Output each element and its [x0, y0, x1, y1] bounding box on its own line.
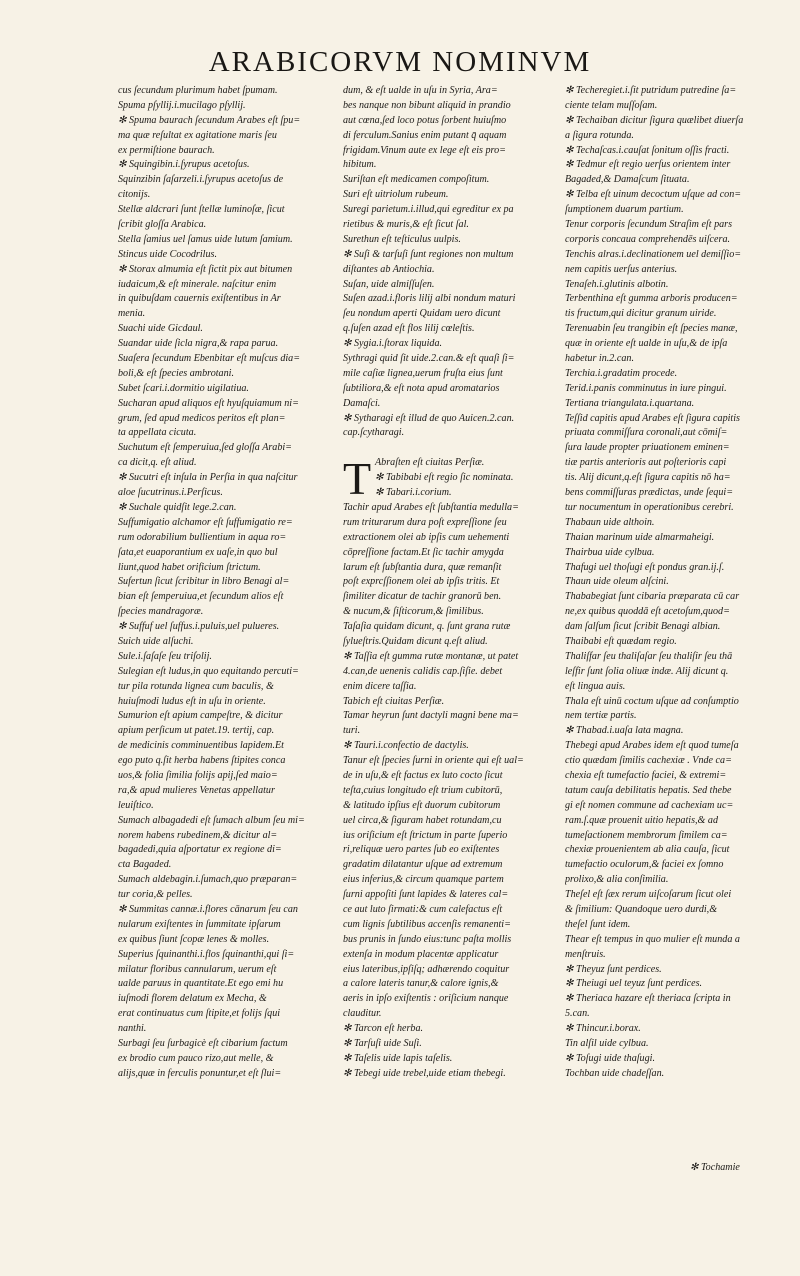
- text-line: in quibuſdam cauernis exiſtentibus in Ar: [118, 293, 281, 305]
- text-line: & nucum,& ſiſticorum,& ſimilibus.: [343, 606, 484, 618]
- text-line: rietibus & muris,& eſt ſicut ſal.: [343, 219, 469, 231]
- text-line: rum odorabilium bullientium in aqua ro=: [118, 531, 287, 543]
- text-line: milatur floribus cannularum, uerum eſt: [118, 963, 277, 975]
- text-line: teſta,cuius longitudo eſt trium cubitorū,: [343, 784, 503, 796]
- text-line: ✻ Techaiban dicitur ſigura quælibet diuerſa: [565, 114, 744, 126]
- text-line: boli,& eſt ſpecies ambrotani.: [118, 367, 234, 379]
- text-line: Stella ſamius uel ſamus uide lutum ſamium.: [118, 233, 293, 245]
- text-line: ne,ex quibus quoddā eſt acetoſum,quod=: [565, 606, 730, 618]
- text-line: ✻ Sucutri eſt inſula in Perſia in qua naſcitur: [118, 472, 298, 484]
- text-line: poſt exprcſſionem olei ab ipſis tritis. Et: [343, 576, 500, 588]
- text-line: Tenaſeh.i.glutinis albotin.: [565, 278, 669, 290]
- text-line: Stellæ aldcrari ſunt ſtellæ luminoſæ, ſicut: [118, 204, 285, 216]
- text-line: ra,& apud mulieres Venetas appellatur: [118, 784, 275, 796]
- text-line: erat continuatus cum ſtipite,et folijs ſqui: [118, 1008, 281, 1020]
- text-line: ✻ Sytharagi eſt illud de quo Auicen.2.can.: [343, 412, 515, 424]
- section-t-opening: [343, 453, 561, 505]
- column-right: [565, 84, 787, 1164]
- text-line: 5.can.: [565, 1008, 590, 1020]
- text-line: norem habens rubedinem,& dicitur al=: [118, 829, 278, 841]
- text-line: ✻ Spuma baurach ſecundum Arabes eſt ſpu=: [118, 114, 301, 126]
- text-line: citonijs.: [118, 189, 151, 201]
- text-line: Thairbua uide cylbua.: [565, 546, 655, 558]
- text-line: bens commiſſuras prædictas, unde ſequi=: [565, 487, 734, 499]
- text-line: menſtruis.: [565, 948, 606, 960]
- text-line: eius inferius,& circum quamque partem: [343, 874, 504, 886]
- text-line: tur pila rotunda lignea cum baculis, &: [118, 680, 274, 692]
- text-line: Subet ſcari.i.dormitio uigilatiua.: [118, 382, 249, 394]
- text-line: ✻ Suchale quidſit lege.2.can.: [118, 501, 237, 513]
- text-line: huiuſmodi ludus eſt in uſu in oriente.: [118, 695, 266, 707]
- text-line: tur coria,& pelles.: [118, 889, 193, 901]
- text-line: bes nanque non bibunt aliquid in prandio: [343, 99, 511, 111]
- text-line: ſcribit gloſſa Arabica.: [118, 219, 207, 231]
- text-line: cap.ſcytharagi.: [343, 427, 405, 439]
- text-line: Stincus uide Cocodrilus.: [118, 248, 217, 260]
- text-line: ✻ Telba eſt uinum decoctum uſque ad con=: [565, 189, 742, 201]
- text-line: de in uſu,& eſt factus ex luto cocto ſicut: [343, 769, 503, 781]
- text-line: de medicinis comminuentibus lapidem.Et: [118, 740, 284, 752]
- catchword: ✻ Tochamie: [690, 1162, 740, 1173]
- text-line: clauditur.: [343, 1008, 382, 1020]
- text-line: Thaun uide oleum alſcini.: [565, 576, 669, 588]
- text-line: extractionem olei ab ipſis cum uehementi: [343, 531, 510, 543]
- text-line: Tochban uide chadeſſan.: [565, 1067, 665, 1079]
- text-line: Terid.i.panis comminutus in iure pingui.: [565, 382, 727, 394]
- text-line: dum, & eſt ualde in uſu in Syria, Ara=: [343, 85, 498, 96]
- text-line: Thaibabi eſt quædam regio.: [565, 635, 677, 647]
- text-line: apium perſicum ut patet.19. tertij, cap.: [118, 725, 275, 737]
- text-line: Suich uide alſuchi.: [118, 635, 194, 647]
- text-line: ✻ Storax almumia eſt ſictit pix aut bitumen: [118, 263, 293, 275]
- text-line: ✻ Tauri.i.confectio de dactylis.: [343, 740, 469, 752]
- text-line: ſumptionem duarum partium.: [565, 204, 684, 216]
- text-line: bian eſt ſemperuiua,et ſecundum alios eſt: [118, 591, 284, 603]
- text-line: Tamar heyrun ſunt dactyli magni bene ma=: [343, 710, 519, 722]
- text-line: & latitudo ipſius eſt duorum cubitorum: [343, 799, 501, 811]
- text-line: rum triturarum dura poſt expreſſione ſeu: [343, 516, 507, 528]
- text-line: ram.ſ.quæ prouenit uitio hepatis,& ad: [565, 814, 718, 826]
- text-line: Suaſera ſecundum Ebenbitar eſt muſcus dia=: [118, 353, 301, 365]
- text-line: di ferculum.Sanius enim putant q̄ aquam: [343, 129, 507, 141]
- text-line: Sythragi quid ſit uide.2.can.& eſt quaſi ſi=: [343, 353, 515, 365]
- text-line: ✻ Thabad.i.uaſa lata magna.: [565, 725, 684, 737]
- text-line: turi.: [343, 725, 361, 737]
- text-line: ſimiliter dicatur de tachir granorū ben.: [343, 591, 502, 603]
- column-middle: [343, 84, 561, 1164]
- text-line: tumefactio oculorum,& faciei ex ſomno: [565, 859, 724, 871]
- text-line: ce aut luto ſirmati:& cum calefactus eſt: [343, 904, 503, 915]
- text-line: tur nocumentum in operationibus cerebri.: [565, 501, 734, 513]
- text-line: Thear eſt tempus in quo mulier eſt munda a: [565, 933, 740, 945]
- text-line: a calore lateris tanur,& calore ignis,&: [343, 978, 499, 990]
- text-line: ✻ Tabibabi eſt regio ſic nominata.: [375, 472, 514, 484]
- text-line: Terchia.i.gradatim procede.: [565, 367, 678, 379]
- text-line: ciente telam muſſoſam.: [565, 99, 658, 111]
- text-line: ſurni appoſiti ſunt lapides & lateres cal=: [343, 889, 509, 901]
- text-line: Spuma pſyllij.i.mucilago pſyllij.: [118, 99, 246, 111]
- text-line: ualde paruus in quantitate.Et ego emi hu: [118, 978, 284, 990]
- text-line: q.ſuſen azad eſt flos lilij cœleſtis.: [343, 323, 475, 335]
- text-line: ✻ Taſelis uide lapis taſelis.: [343, 1052, 453, 1064]
- text-line: Tabich eſt ciuitas Perſiæ.: [343, 695, 445, 707]
- text-line: ✻ Tebegi uide trebel,uide etiam thebegi.: [343, 1067, 506, 1079]
- text-line: dam ſalſum ſicut ſcribit Benagi albian.: [565, 621, 721, 633]
- text-line: Tin alſil uide cylbua.: [565, 1038, 649, 1049]
- text-line: menia.: [118, 308, 146, 320]
- text-line: gi eſt nomen commune ad cachexiam uc=: [565, 799, 734, 811]
- text-line: Sumach aldebagin.i.ſumach,quo præparan=: [118, 874, 298, 886]
- text-line: Thebegi apud Arabes idem eſt quod tumeſa: [565, 740, 739, 752]
- text-line: ego puto q.ſit herba habens ſtipites conca: [118, 755, 286, 767]
- text-line: ✻ Taſſia eſt gumma rutæ montanæ, ut patet: [343, 650, 519, 662]
- text-line: Sule.i.ſaſaſe ſeu triſolij.: [118, 650, 212, 662]
- text-line: Suri eſt uitriolum rubeum.: [343, 189, 449, 201]
- column-left: [118, 84, 338, 1164]
- text-line: tis. Alij dicunt,q.eſt ſigura capitis nō ha=: [565, 472, 731, 484]
- text-line: Surethun eſt teſticulus uulpis.: [343, 233, 461, 245]
- text-line: gradatim dilatantur uſque ad extremum: [343, 859, 503, 871]
- text-line: ✻ Suffuf uel ſuffus.i.puluis,uel pulueres.: [118, 621, 280, 633]
- text-line: leuiſtico.: [118, 799, 154, 811]
- text-line: Damaſci.: [343, 397, 381, 409]
- text-line: diſtantes ab Antiochia.: [343, 263, 435, 275]
- text-line: aut cœna,ſed loco potus ſorbent huiuſmo: [343, 114, 507, 126]
- text-line: ✻ Theyuz ſunt perdices.: [565, 963, 662, 975]
- text-line: ✻ Theriaca hazare eſt theriaca ſcripta in: [565, 993, 731, 1005]
- text-line: ſata,et euaporantium ex uaſe,in quo bul: [118, 546, 278, 558]
- text-line: Taſaſia quidam dicunt, q. ſunt grana rutæ: [343, 621, 511, 633]
- text-line: priuata commiſſura coronali,aut cōmiſ=: [565, 427, 728, 439]
- text-line: aeris in ipſo exiſtentis : oriſicium nanque: [343, 993, 509, 1005]
- text-line: ✻ Summitas cannæ.i.flores cānarum ſeu can: [118, 903, 298, 915]
- text-line: quæ in oriente eſt ualde in uſu,& de ipſa: [565, 338, 728, 350]
- text-line: Suffumigatio alchamor eſt ſuffumigatio re=: [118, 516, 293, 528]
- text-line: uel circa,& ſiguram habet rotundam,cu: [343, 814, 502, 826]
- text-line: Suchutum eſt ſemperuiua,ſed gloſſa Arabi=: [118, 442, 292, 454]
- text-line: iuſmodi florem delatum ex Mecha, &: [118, 993, 267, 1005]
- text-line: iudaicum,& eſt minerale. naſcitur enim: [118, 278, 277, 290]
- text-line: tumeſactionem membrorum ſimilem ca=: [565, 829, 728, 841]
- text-line: Suachi uide Gicdaul.: [118, 323, 203, 335]
- text-line: ✻ Suſi & tarſuſi ſunt regiones non multum: [343, 248, 514, 260]
- text-line: grum, ſed apud medicos peritos eſt plan=: [118, 412, 286, 424]
- text-line: Sumach albagadedi eſt ſumach album ſeu mi=: [118, 814, 305, 826]
- text-line: chexia eſt tumefactio faciei, & extremi=: [565, 769, 727, 781]
- text-line: a ſigura rotunda.: [565, 129, 634, 141]
- text-line: & ſimilium: Quandoque uero durdi,&: [565, 903, 718, 915]
- text-line: larum eſt ſubſtantia dura, quæ remanſit: [343, 561, 502, 573]
- text-line: Suriſtan eſt medicamen compoſitum.: [343, 174, 490, 186]
- text-line: habetur in.2.can.: [565, 353, 634, 365]
- text-line: theſel ſunt idem.: [565, 918, 631, 930]
- text-line: ſura laude propter priuationem eminen=: [565, 442, 730, 454]
- text-line: ctio quædam ſimilis cachexiæ . Vnde ca=: [565, 755, 732, 767]
- text-line: ✻ Squingibin.i.ſyrupus acetoſus.: [118, 159, 250, 171]
- text-line: bus prunis in ſundo eius:tunc paſta mollis: [343, 933, 512, 945]
- text-line: enim dicere taſſia.: [343, 680, 417, 692]
- text-line: ✻ Thincur.i.borax.: [565, 1023, 641, 1035]
- text-line: Tachir apud Arabes eſt ſubſtantia medulla=: [343, 501, 519, 513]
- text-line: Suregi parietum.i.illud,qui egreditur ex pa: [343, 204, 514, 216]
- text-line: ma quæ reſultat ex agitatione maris ſeu: [118, 129, 277, 141]
- page-header: ARABICORVM NOMINVM: [208, 46, 592, 78]
- text-line: Terenuabin ſeu trangibin eſt ſpecies manæ,: [565, 323, 738, 335]
- text-line: Sumurion eſt apium campeſtre, & dicitur: [118, 710, 283, 722]
- text-line: Theſel eſt ſæx rerum uiſcoſarum ſicut olei: [565, 889, 732, 901]
- text-line: hibitum.: [343, 159, 377, 171]
- text-line: nem capitis uerſus anterius.: [565, 263, 678, 275]
- text-line: Tertiana triangulata.i.quartana.: [565, 397, 695, 409]
- text-line: Tanur eſt ſpecies ſurni in oriente qui eſt ual=: [343, 755, 524, 767]
- text-line: Teſſid capitis apud Arabes eſt ſigura capitis: [565, 412, 740, 424]
- text-line: ſeu nondum aperti Quidam uero dicunt: [343, 308, 501, 320]
- text-line: ✻ Theiugi uel teyuz ſunt perdices.: [565, 978, 703, 990]
- text-line: nanthi.: [118, 1023, 147, 1035]
- text-line: cōpreſſione factam.Et ſic tachir amygda: [343, 546, 504, 558]
- text-line: ca dicit,q. eſt aliud.: [118, 457, 197, 469]
- text-line: bagadedi,quia aſportatur ex regione di=: [118, 844, 282, 856]
- text-line: ex brodio cum pauco rizo,aut melle, &: [118, 1052, 274, 1064]
- text-line: tiæ partis anterioris aut poſterioris capi: [565, 457, 727, 469]
- text-line: 4.can,de uenenis calidis cap.ſiſie. debet: [343, 665, 503, 677]
- text-line: chexiæ prouenientem ab alia cauſa, ſicut: [565, 844, 730, 856]
- drop-cap-initial: T: [343, 453, 372, 505]
- text-line: ✻ Tarſuſi uide Suſi.: [343, 1038, 422, 1050]
- text-line: Thala eſt uinū coctum uſque ad conſumptio: [565, 695, 739, 707]
- text-line: Squinzibin ſaſarzeli.i.ſyrupus acetoſus de: [118, 174, 284, 186]
- text-line: mile caſiæ lignea,uerum fruſta eius ſunt: [343, 367, 503, 379]
- text-line: extenſa in modum placentæ applicatur: [343, 948, 499, 960]
- text-line: Abraſten eſt ciuitas Perſiæ.: [375, 457, 485, 469]
- text-line: Sucharan apud aliquos eſt hyuſquiamum ni=: [118, 397, 299, 409]
- text-line: Tenchis alras.i.declinationem uel demiſſio=: [565, 248, 742, 260]
- text-line: ✻ Tabari.i.corium.: [375, 487, 452, 499]
- text-line: corporis concaua comprehendēs uiſcera.: [565, 233, 731, 245]
- text-line: frigidam.Vinum aute ex lege eſt eis pro=: [343, 144, 506, 156]
- text-line: ſpecies mandragoræ.: [118, 606, 204, 618]
- text-line: Superius ſquinanthi.i.flos ſquinanthi,qui ſi=: [118, 948, 295, 960]
- text-line: leſfir ſunt ſolia oliuæ indæ. Alij dicunt q.: [565, 665, 729, 677]
- text-line: ex permiſtione baurach.: [118, 144, 215, 156]
- text-line: Tenur corporis ſecundum Straſim eſt pars: [565, 219, 733, 231]
- text-line: ✻ Tedmur eſt regio uerſus orientem inter: [565, 159, 731, 171]
- text-line: nem tertiæ partis.: [565, 710, 637, 722]
- text-line: tis fructum,qui dicitur granum uiride.: [565, 308, 717, 320]
- text-line: Sufertun ſicut ſcribitur in libro Benagi al=: [118, 576, 290, 588]
- text-line: ri,reliquæ uero partes ſub eo exiſtentes: [343, 844, 500, 856]
- text-line: tatum cauſa debilitatis hepatis. Sed thebe: [565, 784, 732, 796]
- text-line: eius lateribus,ipſiſq; adhærendo coquitur: [343, 963, 510, 975]
- text-line: liunt,quod habet orificium ſtrictum.: [118, 561, 261, 573]
- text-line: Terbenthina eſt gumma arboris producen=: [565, 293, 738, 305]
- text-line: cum lignis ſubtilibus accenſis remanenti=: [343, 918, 511, 930]
- text-line: Thafugi uel thoſugi eſt pondus gran.ij.ſ.: [565, 561, 725, 573]
- text-line: alijs,quæ in ferculis ponuntur,et eſt ſlui=: [118, 1067, 282, 1079]
- text-line: ✻ Techeregiet.i.ſit putridum putredine ſa=: [565, 85, 737, 96]
- text-line: Sulegian eſt ludus,in quo equitando percuti=: [118, 665, 299, 677]
- text-line: Surbagi ſeu ſurbagicè eſt cibarium factum: [118, 1038, 288, 1049]
- text-line: Thabaun uide althoin.: [565, 516, 655, 528]
- text-line: ✻ Techaſcas.i.cauſat ſonitum oſſis fracti.: [565, 144, 730, 156]
- text-line: prolixo,& alia conſimilia.: [565, 874, 669, 886]
- text-line: Thababegiat ſunt cibaria præparata cū car: [565, 591, 740, 603]
- text-line: uos,& folia ſimilia folijs apij,ſed maio=: [118, 769, 278, 781]
- text-line: Bagaded,& Damaſcum ſituata.: [565, 174, 690, 186]
- text-line: Thaian marinum uide almarmaheigi.: [565, 531, 715, 543]
- text-line: nularum exiſtentes in ſummitate ipſarum: [118, 918, 281, 930]
- text-line: ta appellata cicuta.: [118, 427, 197, 439]
- text-line: Suſen azad.i.floris lilij albi nondum maturi: [343, 293, 516, 305]
- text-line: ſylueſtris.Quidam dicunt q.eſt aliud.: [343, 635, 488, 647]
- text-line: ✻ Tarcon eſt herba.: [343, 1023, 424, 1035]
- text-line: Suandar uide ſicla nigra,& rapa parua.: [118, 338, 279, 350]
- text-line: ✻ Toſugi uide thaſugi.: [565, 1052, 655, 1064]
- text-line: aloe ſucutrinus.i.Perſicus.: [118, 487, 223, 499]
- text-line: ius oriſicium eſt ſtrictum in parte ſuperio: [343, 829, 508, 841]
- text-line: Thaliſfar ſeu thaliſaſar ſeu thaliſir ſeu thā: [565, 650, 733, 662]
- text-line: ✻ Sygia.i.ſtorax liquida.: [343, 338, 443, 350]
- text-line: cus ſecundum plurimum habet ſpumam.: [118, 85, 278, 96]
- text-line: cta Bagaded.: [118, 859, 172, 871]
- text-line: Suſan, uide almiſſuſen.: [343, 278, 435, 290]
- text-line: ex quibus ſiunt ſcopæ lenes & molles.: [118, 933, 270, 945]
- text-line: ſubtiliora,& eſt nota apud aromatarios: [343, 382, 500, 394]
- text-line: eſt lingua auis.: [565, 680, 626, 692]
